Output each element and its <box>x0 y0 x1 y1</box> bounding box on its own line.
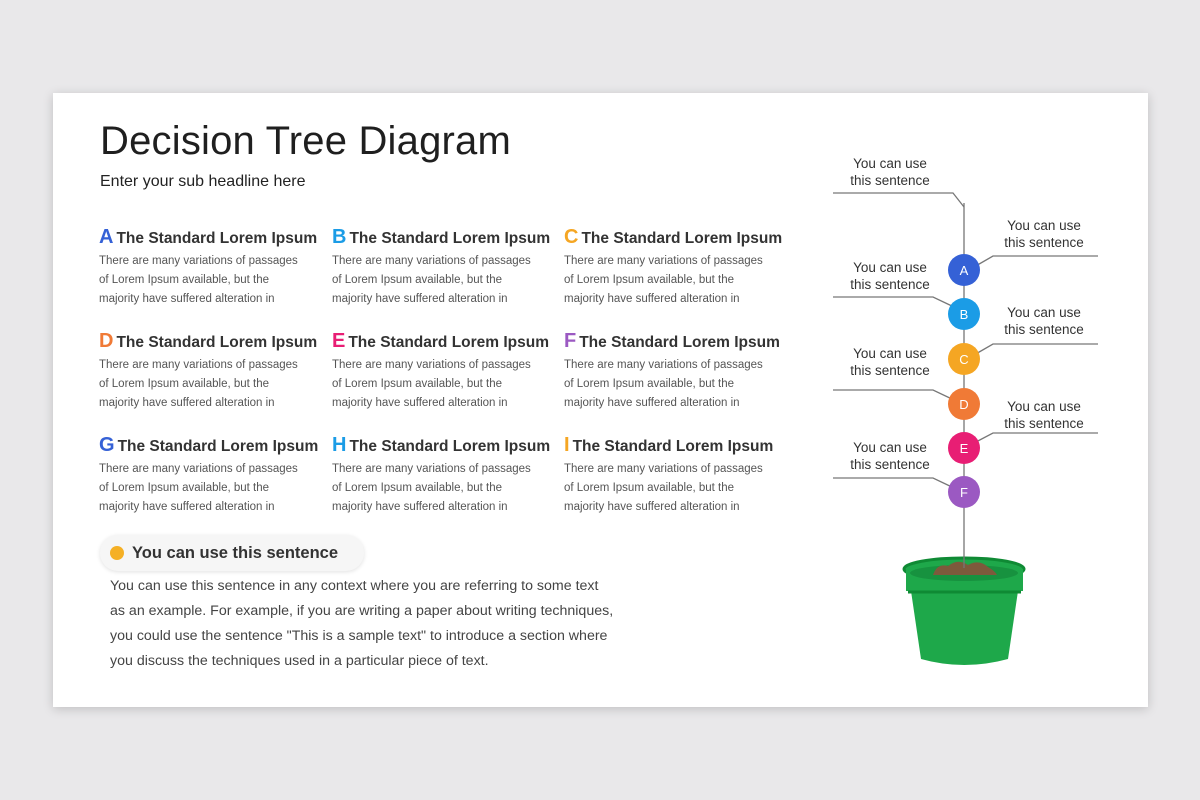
item-body: There are many variations of passages of Lorem Ipsum available, but the majority have suffered alteration in <box>564 463 763 513</box>
label-line: You can use <box>1007 305 1081 320</box>
branch-left-1 <box>833 297 954 307</box>
label-line: You can use <box>853 260 927 275</box>
node-label: E <box>959 441 969 456</box>
callout-title: You can use this sentence <box>132 544 339 562</box>
branch-right-2 <box>974 344 1098 355</box>
flower-pot-icon <box>904 558 1024 665</box>
decision-tree-diagram <box>53 93 1148 707</box>
label-line: this sentence <box>850 457 930 472</box>
item-letter: D <box>99 330 114 352</box>
slide <box>53 93 1148 707</box>
tree-label-left-1 <box>835 259 945 293</box>
item-body: There are many variations of passages of Lorem Ipsum available, but the majority have suffered alteration in <box>99 359 298 409</box>
item-letter: C <box>564 226 579 248</box>
item-letter: B <box>332 226 347 248</box>
item-body: There are many variations of passages of Lorem Ipsum available, but the majority have suffered alteration in <box>564 359 763 409</box>
item-body: There are many variations of passages of Lorem Ipsum available, but the majority have suffered alteration in <box>332 463 531 513</box>
item-heading: The Standard Lorem Ipsum <box>349 230 551 247</box>
tree-node-c <box>948 343 980 375</box>
page-title: Decision Tree Diagram <box>100 119 512 163</box>
item-heading: The Standard Lorem Ipsum <box>116 230 318 247</box>
item-heading: The Standard Lorem Ipsum <box>581 230 783 247</box>
node-label: D <box>959 397 969 412</box>
node-label: F <box>960 485 968 500</box>
sub-headline: Enter your sub headline here <box>100 173 306 190</box>
branch-left-2 <box>833 390 954 400</box>
label-line: this sentence <box>850 363 930 378</box>
branch-left-3 <box>833 478 954 488</box>
branch-top-left <box>833 193 964 207</box>
label-line: this sentence <box>1004 322 1084 337</box>
tree-label-right-3 <box>989 398 1099 432</box>
callout-paragraph: You can use this sentence in any context where you are referring to some text as an example. For example, if you are writing a paper about writing techniques, you could use the sentence "This is a sample text" to introduce a section where you discuss the techniques used in a particular piece of text. <box>110 578 614 669</box>
item-letter: E <box>332 330 346 352</box>
tree-node-f <box>948 476 980 508</box>
item-heading: The Standard Lorem Ipsum <box>349 438 551 455</box>
item-heading: The Standard Lorem Ipsum <box>572 438 774 455</box>
label-line: this sentence <box>1004 416 1084 431</box>
tree-label-right-1 <box>989 217 1099 251</box>
label-line: You can use <box>853 346 927 361</box>
item-heading: The Standard Lorem Ipsum <box>116 334 318 351</box>
item-heading: The Standard Lorem Ipsum <box>117 438 319 455</box>
label-line: this sentence <box>1004 235 1084 250</box>
label-line: You can use <box>1007 399 1081 414</box>
item-body: There are many variations of passages of Lorem Ipsum available, but the majority have suffered alteration in <box>99 463 298 513</box>
item-body: There are many variations of passages of Lorem Ipsum available, but the majority have suffered alteration in <box>564 255 763 305</box>
tree-node-b <box>948 298 980 330</box>
tree-label-right-2 <box>989 304 1099 338</box>
tree-node-a <box>948 254 980 286</box>
item-body: There are many variations of passages of Lorem Ipsum available, but the majority have suffered alteration in <box>332 359 531 409</box>
branch-right-1 <box>974 256 1098 267</box>
item-heading: The Standard Lorem Ipsum <box>348 334 550 351</box>
node-label: C <box>959 352 969 367</box>
tree-node-d <box>948 388 980 420</box>
label-line: this sentence <box>850 173 930 188</box>
label-line: You can use <box>1007 218 1081 233</box>
item-heading: The Standard Lorem Ipsum <box>579 334 780 351</box>
tree-label-left-2 <box>835 345 945 379</box>
tree-label-top <box>835 155 945 189</box>
label-line: this sentence <box>850 277 930 292</box>
item-letter: H <box>332 434 347 456</box>
branch-right-3 <box>974 433 1098 443</box>
item-letter: G <box>99 434 115 456</box>
item-body: There are many variations of passages of Lorem Ipsum available, but the majority have suffered alteration in <box>332 255 531 305</box>
item-letter: F <box>564 330 577 352</box>
item-letter: I <box>564 434 570 456</box>
item-body: There are many variations of passages of Lorem Ipsum available, but the majority have suffered alteration in <box>99 255 298 305</box>
label-line: You can use <box>853 440 927 455</box>
node-label: A <box>959 263 969 278</box>
tree-label-left-3 <box>835 439 945 473</box>
label-line: You can use <box>853 156 927 171</box>
pot-body <box>911 591 1018 665</box>
item-letter: A <box>99 226 114 248</box>
tree-node-e <box>948 432 980 464</box>
node-label: B <box>959 307 969 322</box>
